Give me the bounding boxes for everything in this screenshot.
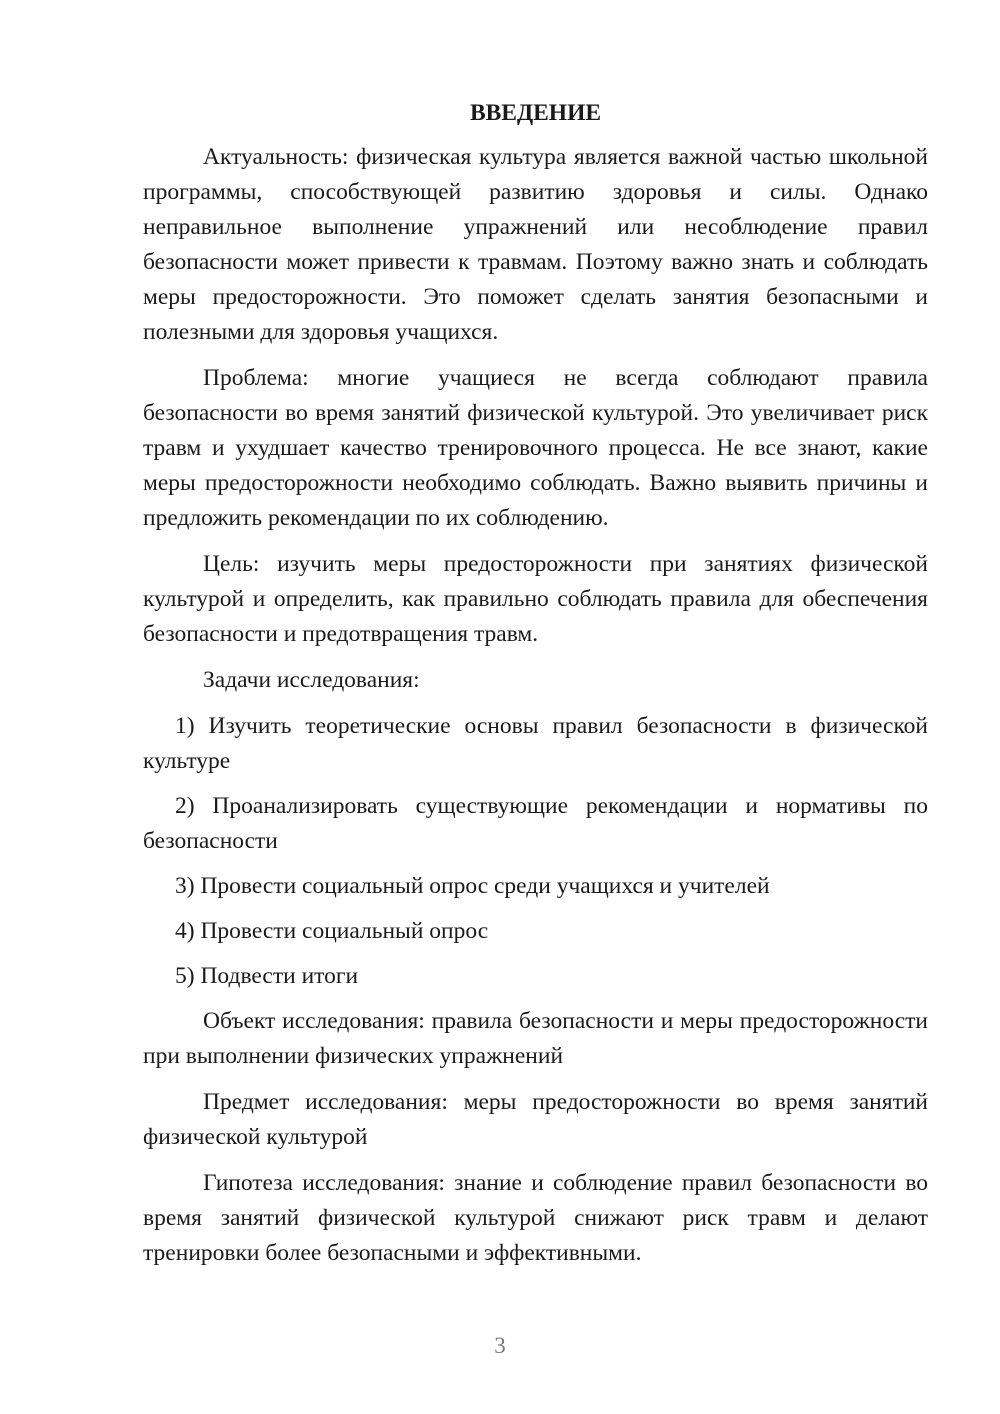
page-number: 3 (494, 1333, 506, 1358)
page-title: ВВЕДЕНИЕ (469, 100, 602, 126)
problem-paragraph: Проблема: многие учащиеся не всегда соблюдают правила безопасности во время занятий физической культурой. Это увеличивает риск травм и ухудшает качество тренировочного процесса. Не все знают, какие меры предосторожности необходимо соблюдать. Важно выявить причины и предложить рекомендации по их соблюдению. (143, 365, 928, 531)
document-page (143, 96, 928, 1282)
goal-paragraph: Цель: изучить меры предосторожности при занятиях физической культурой и определить, как правильно соблюдать правила для обеспечения безопасности и предотвращения травм. (143, 551, 928, 647)
hypothesis-paragraph: Гипотеза исследования: знание и соблюдение правил безопасности во время занятий физической культурой снижают риск травм и делают тренировки более безопасными и эффективными. (143, 1170, 928, 1266)
relevance-paragraph: Актуальность: физическая культура является важной частью школьной программы, способствующей развитию здоровья и силы. Однако неправильное выполнение упражнений или несоблюдение правил безопасности может привести к травмам. Поэтому важно знать и соблюдать меры предосторожности. Это поможет сделать занятия безопасными и полезными для здоровья учащихся. (143, 144, 928, 345)
task-item: 5) Подвести итоги (175, 963, 359, 989)
task-item: 2) Проанализировать существующие рекомендации и нормативы по безопасности (143, 793, 928, 854)
task-item: 4) Провести социальный опрос (175, 918, 489, 944)
task-item: 3) Провести социальный опрос среди учащихся и учителей (175, 873, 770, 899)
subject-paragraph: Предмет исследования: меры предосторожности во время занятий физической культурой (143, 1089, 928, 1150)
object-paragraph: Объект исследования: правила безопасности и меры предосторожности при выполнении физических упражнений (143, 1008, 928, 1069)
task-item: 1) Изучить теоретические основы правил безопасности в физической культуре (143, 713, 928, 774)
tasks-title: Задачи исследования: (203, 667, 420, 693)
